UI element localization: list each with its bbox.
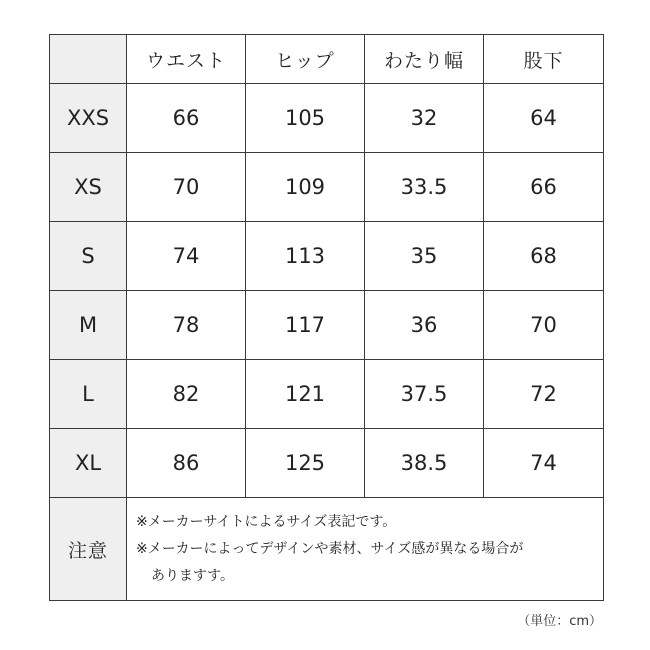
- table-row: [50, 84, 604, 153]
- size-label: M: [50, 291, 127, 360]
- unit-caption: （単位：cm）: [517, 614, 602, 629]
- thigh-width-value: 32: [365, 84, 484, 153]
- hip-value: 121: [246, 360, 365, 429]
- size-label: S: [50, 222, 127, 291]
- inseam-value: 72: [484, 360, 604, 429]
- size-chart-table: [49, 34, 604, 601]
- header-waist: ウエスト: [127, 35, 246, 84]
- size-label: XXS: [50, 84, 127, 153]
- note-line-1: ※メーカーサイトによるサイズ表記です。: [136, 513, 397, 530]
- table-row: [50, 429, 604, 498]
- waist-value: 78: [127, 291, 246, 360]
- hip-value: 125: [246, 429, 365, 498]
- table-header-row: [50, 35, 604, 84]
- waist-value: 82: [127, 360, 246, 429]
- waist-value: 86: [127, 429, 246, 498]
- size-label: L: [50, 360, 127, 429]
- note-line-3: ありますす。: [151, 567, 235, 584]
- hip-value: 109: [246, 153, 365, 222]
- inseam-value: 66: [484, 153, 604, 222]
- thigh-width-value: 38.5: [365, 429, 484, 498]
- thigh-width-value: 36: [365, 291, 484, 360]
- hip-value: 117: [246, 291, 365, 360]
- waist-value: 74: [127, 222, 246, 291]
- note-line-2: ※メーカーによってデザインや素材、サイズ感が異なる場合が: [136, 540, 524, 557]
- header-hip: ヒップ: [246, 35, 365, 84]
- size-label: XL: [50, 429, 127, 498]
- header-inseam: 股下: [484, 35, 604, 84]
- notes-text: [127, 498, 604, 601]
- size-label: XS: [50, 153, 127, 222]
- waist-value: 66: [127, 84, 246, 153]
- waist-value: 70: [127, 153, 246, 222]
- inseam-value: 68: [484, 222, 604, 291]
- inseam-value: 64: [484, 84, 604, 153]
- notes-label: 注意: [50, 498, 127, 601]
- table-row: [50, 222, 604, 291]
- inseam-value: 74: [484, 429, 604, 498]
- thigh-width-value: 37.5: [365, 360, 484, 429]
- inseam-value: 70: [484, 291, 604, 360]
- thigh-width-value: 33.5: [365, 153, 484, 222]
- notes-row: [50, 498, 604, 601]
- table-row: [50, 360, 604, 429]
- thigh-width-value: 35: [365, 222, 484, 291]
- header-corner-cell: [50, 35, 127, 84]
- hip-value: 105: [246, 84, 365, 153]
- table-row: [50, 291, 604, 360]
- header-thigh-width: わたり幅: [365, 35, 484, 84]
- hip-value: 113: [246, 222, 365, 291]
- table-row: [50, 153, 604, 222]
